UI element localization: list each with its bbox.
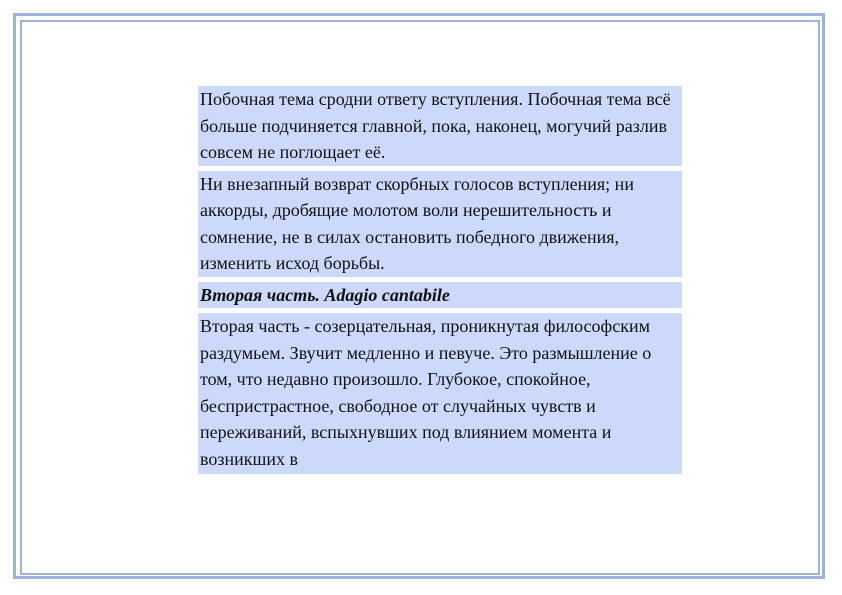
- paragraph-sudden-return: Ни внезапный возврат скорбных голосов вступления; ни аккорды, дробящие молотом воли нерешительность и сомнение, не в силах остановить победного движения, изменить исход борьбы.: [198, 171, 682, 277]
- paragraph-side-theme: Побочная тема сродни ответу вступления. Побочная тема всё больше подчиняется главной, пока, наконец, могучий разлив совсем не поглощает её.: [198, 86, 682, 166]
- paragraph-second-movement: Вторая часть - созерцательная, проникнутая философским раздумьем. Звучит медленно и певуче. Это размышление о том, что недавно произошло. Глубокое, спокойное, беспристрастное, свободное от случайных чувств и переживаний, вспыхнувших под влиянием момента и возникших в: [198, 313, 682, 474]
- section-heading: Вторая часть. Adagio cantabile: [198, 282, 682, 309]
- text-block: [198, 86, 682, 474]
